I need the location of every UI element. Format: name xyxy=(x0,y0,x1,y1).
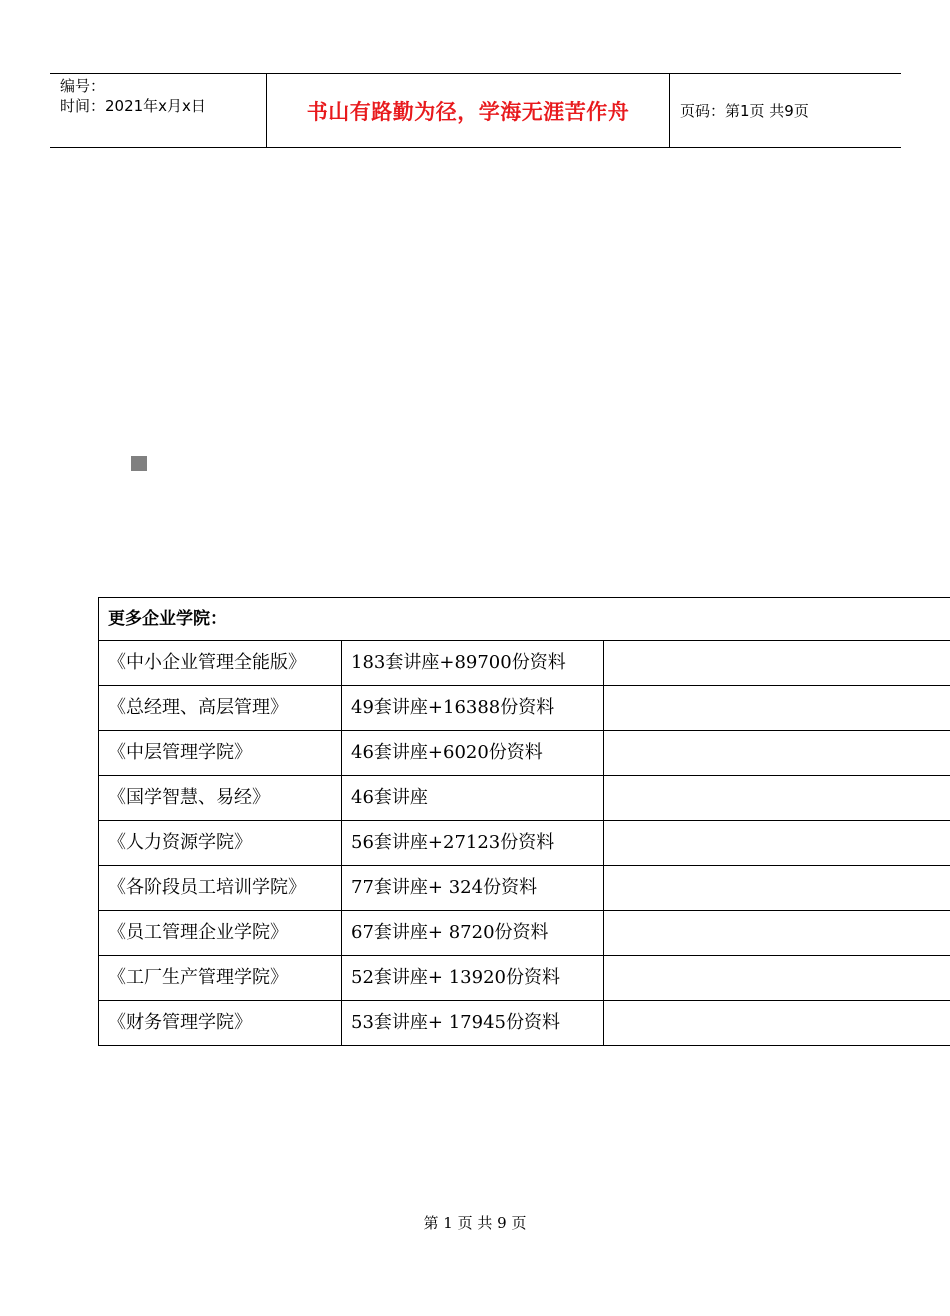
course-content: 183套讲座+89700份资料 xyxy=(342,641,604,686)
table-row xyxy=(99,866,950,911)
table-row xyxy=(99,686,950,731)
course-note xyxy=(604,821,950,866)
course-name: 《国学智慧、易经》 xyxy=(99,776,342,821)
course-content: 77套讲座+ 324份资料 xyxy=(342,866,604,911)
course-content: 49套讲座+16388份资料 xyxy=(342,686,604,731)
table-row xyxy=(99,821,950,866)
document-number-label: 编号： xyxy=(60,77,106,95)
page-footer: 第 1 页 共 9 页 xyxy=(423,1214,527,1232)
course-name: 《中层管理学院》 xyxy=(99,731,342,776)
image-placeholder-icon xyxy=(131,456,147,471)
course-name: 《工厂生产管理学院》 xyxy=(99,956,342,1001)
table-row xyxy=(99,731,950,776)
table-row xyxy=(99,641,950,686)
table-heading: 更多企业学院： xyxy=(99,598,950,641)
header-motto-cell xyxy=(266,74,670,147)
table-row xyxy=(99,956,950,1001)
course-content: 46套讲座+6020份资料 xyxy=(342,731,604,776)
course-content: 56套讲座+27123份资料 xyxy=(342,821,604,866)
course-note xyxy=(604,641,950,686)
header-meta xyxy=(50,74,266,147)
course-name: 《各阶段员工培训学院》 xyxy=(99,866,342,911)
course-note xyxy=(604,1001,950,1046)
course-note xyxy=(604,686,950,731)
header-page-cell xyxy=(670,74,901,147)
course-name: 《总经理、高层管理》 xyxy=(99,686,342,731)
table-row xyxy=(99,911,950,956)
course-note xyxy=(604,776,950,821)
course-name: 《人力资源学院》 xyxy=(99,821,342,866)
course-name: 《中小企业管理全能版》 xyxy=(99,641,342,686)
course-content: 53套讲座+ 17945份资料 xyxy=(342,1001,604,1046)
course-table xyxy=(98,597,950,1046)
course-content: 52套讲座+ 13920份资料 xyxy=(342,956,604,1001)
table-row xyxy=(99,1001,950,1046)
course-content: 67套讲座+ 8720份资料 xyxy=(342,911,604,956)
course-note xyxy=(604,866,950,911)
page-code: 页码：第1页 共9页 xyxy=(680,102,809,120)
course-note xyxy=(604,956,950,1001)
course-note xyxy=(604,731,950,776)
document-date: 时间：2021年x月x日 xyxy=(60,97,206,115)
course-note xyxy=(604,911,950,956)
motto-text: 书山有路勤为径，学海无涯苦作舟 xyxy=(306,99,630,124)
table-heading-row xyxy=(99,598,950,641)
course-name: 《财务管理学院》 xyxy=(99,1001,342,1046)
course-content: 46套讲座 xyxy=(342,776,604,821)
course-name: 《员工管理企业学院》 xyxy=(99,911,342,956)
document-header xyxy=(50,73,901,148)
table-row xyxy=(99,776,950,821)
